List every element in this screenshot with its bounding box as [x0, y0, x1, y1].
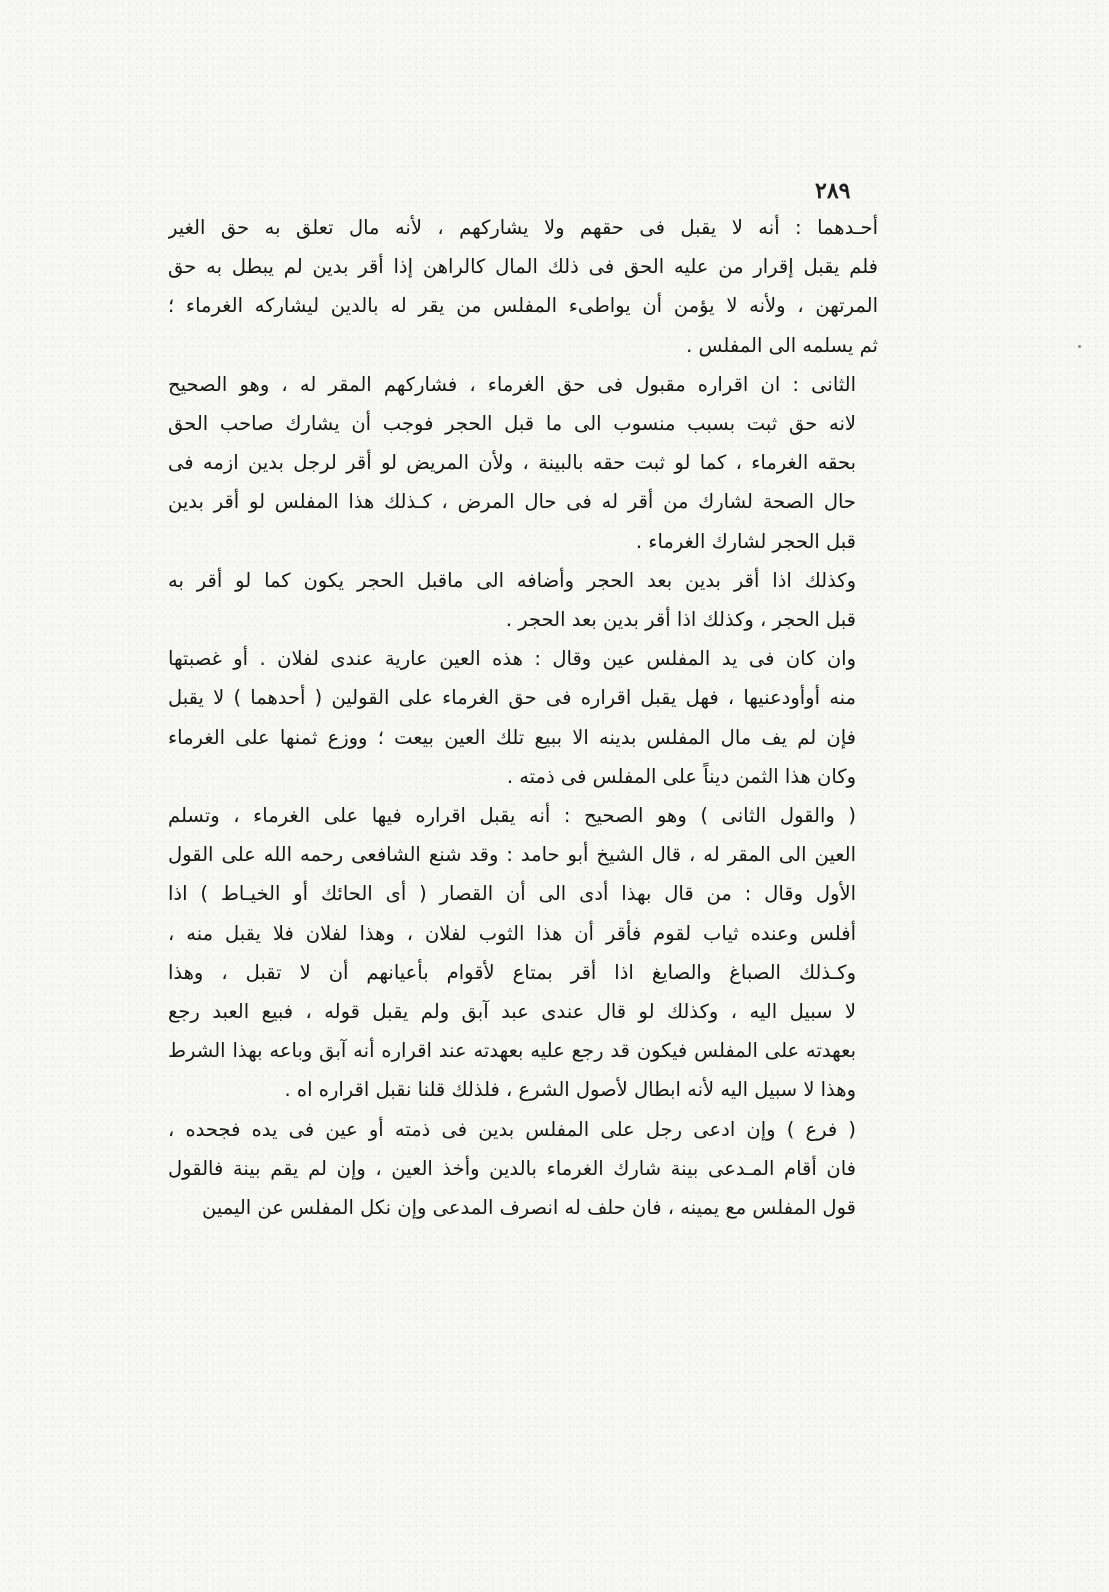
text-line: فإن لم يف مال المفلس بدينه الا ببيع تلك العين بيعت ؛ ووزع ثمنها على الغرماء: [168, 725, 856, 749]
text-line: ( والقول الثانى ) وهو الصحيح : أنه يقبل اقراره فيها على الغرماء ، وتسلم: [168, 804, 856, 828]
text-line: بعهدته على المفلس فيكون قد رجع عليه بعهدته عند اقراره أنه آبق وباعه بهذا الشرط: [168, 1039, 856, 1063]
text-line: وكذلك اذا أقر بدين بعد الحجر وأضافه الى ماقبل الحجر يكون كما لو أقر به: [168, 568, 856, 592]
body-text: [168, 208, 878, 1227]
text-line: أحـدهما : أنه لا يقبل فى حقهم ولا يشاركهم ، لأنه مال تعلق به حق الغير: [168, 216, 878, 239]
text-line: الثانى : ان اقراره مقبول فى حق الغرماء ، فشاركهم المقر له ، وهو الصحيح: [168, 372, 856, 396]
text-line: فلم يقبل إقرار من عليه الحق فى ذلك المال كالراهن إذا أقر بدين لم يبطل به حق: [168, 255, 878, 279]
text-line: الأول وقال : من قال بهذا أدى الى أن القصار ( أى الحائك أو الخيـاط ) اذا: [168, 882, 856, 906]
paragraph: [168, 796, 878, 1110]
paragraph: [168, 1110, 878, 1228]
text-line: أفلس وعنده ثياب لقوم فأقر أن هذا الثوب لفلان ، وهذا لفلان فلا يقبل منه ،: [168, 921, 856, 945]
text-line: ( فرع ) وإن ادعى رجل على المفلس بدين فى ذمته أو عين فى يده فجحده ،: [168, 1117, 856, 1141]
text-line: قول المفلس مع يمينه ، فان حلف له انصرف المدعى وإن نكل المفلس عن اليمين: [201, 1196, 856, 1220]
text-line: لانه حق ثبت بسبب منسوب الى ما قبل الحجر فوجب أن يشارك صاحب الحق: [168, 412, 856, 436]
text-line: وكان هذا الثمن ديناً على المفلس فى ذمته .: [506, 764, 856, 788]
text-line: منه أوأودعنيها ، فهل يقبل اقراره فى حق الغرماء على القولين ( أحدهما ) لا يقبل: [168, 686, 856, 710]
paragraph: [168, 639, 878, 796]
page-number: ٢٨٩: [815, 178, 851, 204]
text-line: قبل الحجر ، وكذلك اذا أقر بدين بعد الحجر .: [505, 608, 856, 632]
text-line: العين الى المقر له ، قال الشيخ أبو حامد : وقد شنع الشافعى رحمه الله على القول: [168, 843, 856, 867]
text-line: المرتهن ، ولأنه لا يؤمن أن يواطىء المفلس من يقر له بالدين ليشاركه الغرماء ؛: [168, 294, 878, 318]
margin-speck: [1078, 345, 1081, 348]
text-line: فان أقام المـدعى بينة شارك الغرماء بالدين وأخذ العين ، وإن لم يقم بينة فالقول: [168, 1156, 856, 1180]
text-line: وكـذلك الصباغ والصايغ اذا أقر بمتاع لأقوام بأعيانهم أن لا تقبل ، وهذا: [168, 960, 856, 984]
text-line: لا سبيل اليه ، وكذلك لو قال عندى عبد آبق ولم يقبل قوله ، فبيع العبد رجع: [168, 1000, 856, 1024]
text-line: قبل الحجر لشارك الغرماء .: [635, 529, 856, 553]
text-line: ثم يسلمه الى المفلس .: [686, 333, 878, 357]
text-line: وان كان فى يد المفلس عين وقال : هذه العين عارية عندى لفلان . أو غصبتها: [168, 647, 856, 671]
paragraph: [168, 561, 878, 639]
text-line: حال الصحة لشارك من أقر له فى حال المرض ، كـذلك هذا المفلس لو أقر بدين: [168, 490, 856, 514]
paragraph: [168, 365, 878, 561]
text-line: بحقه الغرماء ، كما لو ثبت حقه بالبينة ، ولأن المريض لو أقر لرجل بدين ازمه فى: [168, 451, 856, 475]
text-line: وهذا لا سبيل اليه لأنه ابطال لأصول الشرع ، فلذلك قلنا نقبل اقراره اه .: [284, 1078, 856, 1102]
paragraph: [168, 208, 878, 365]
